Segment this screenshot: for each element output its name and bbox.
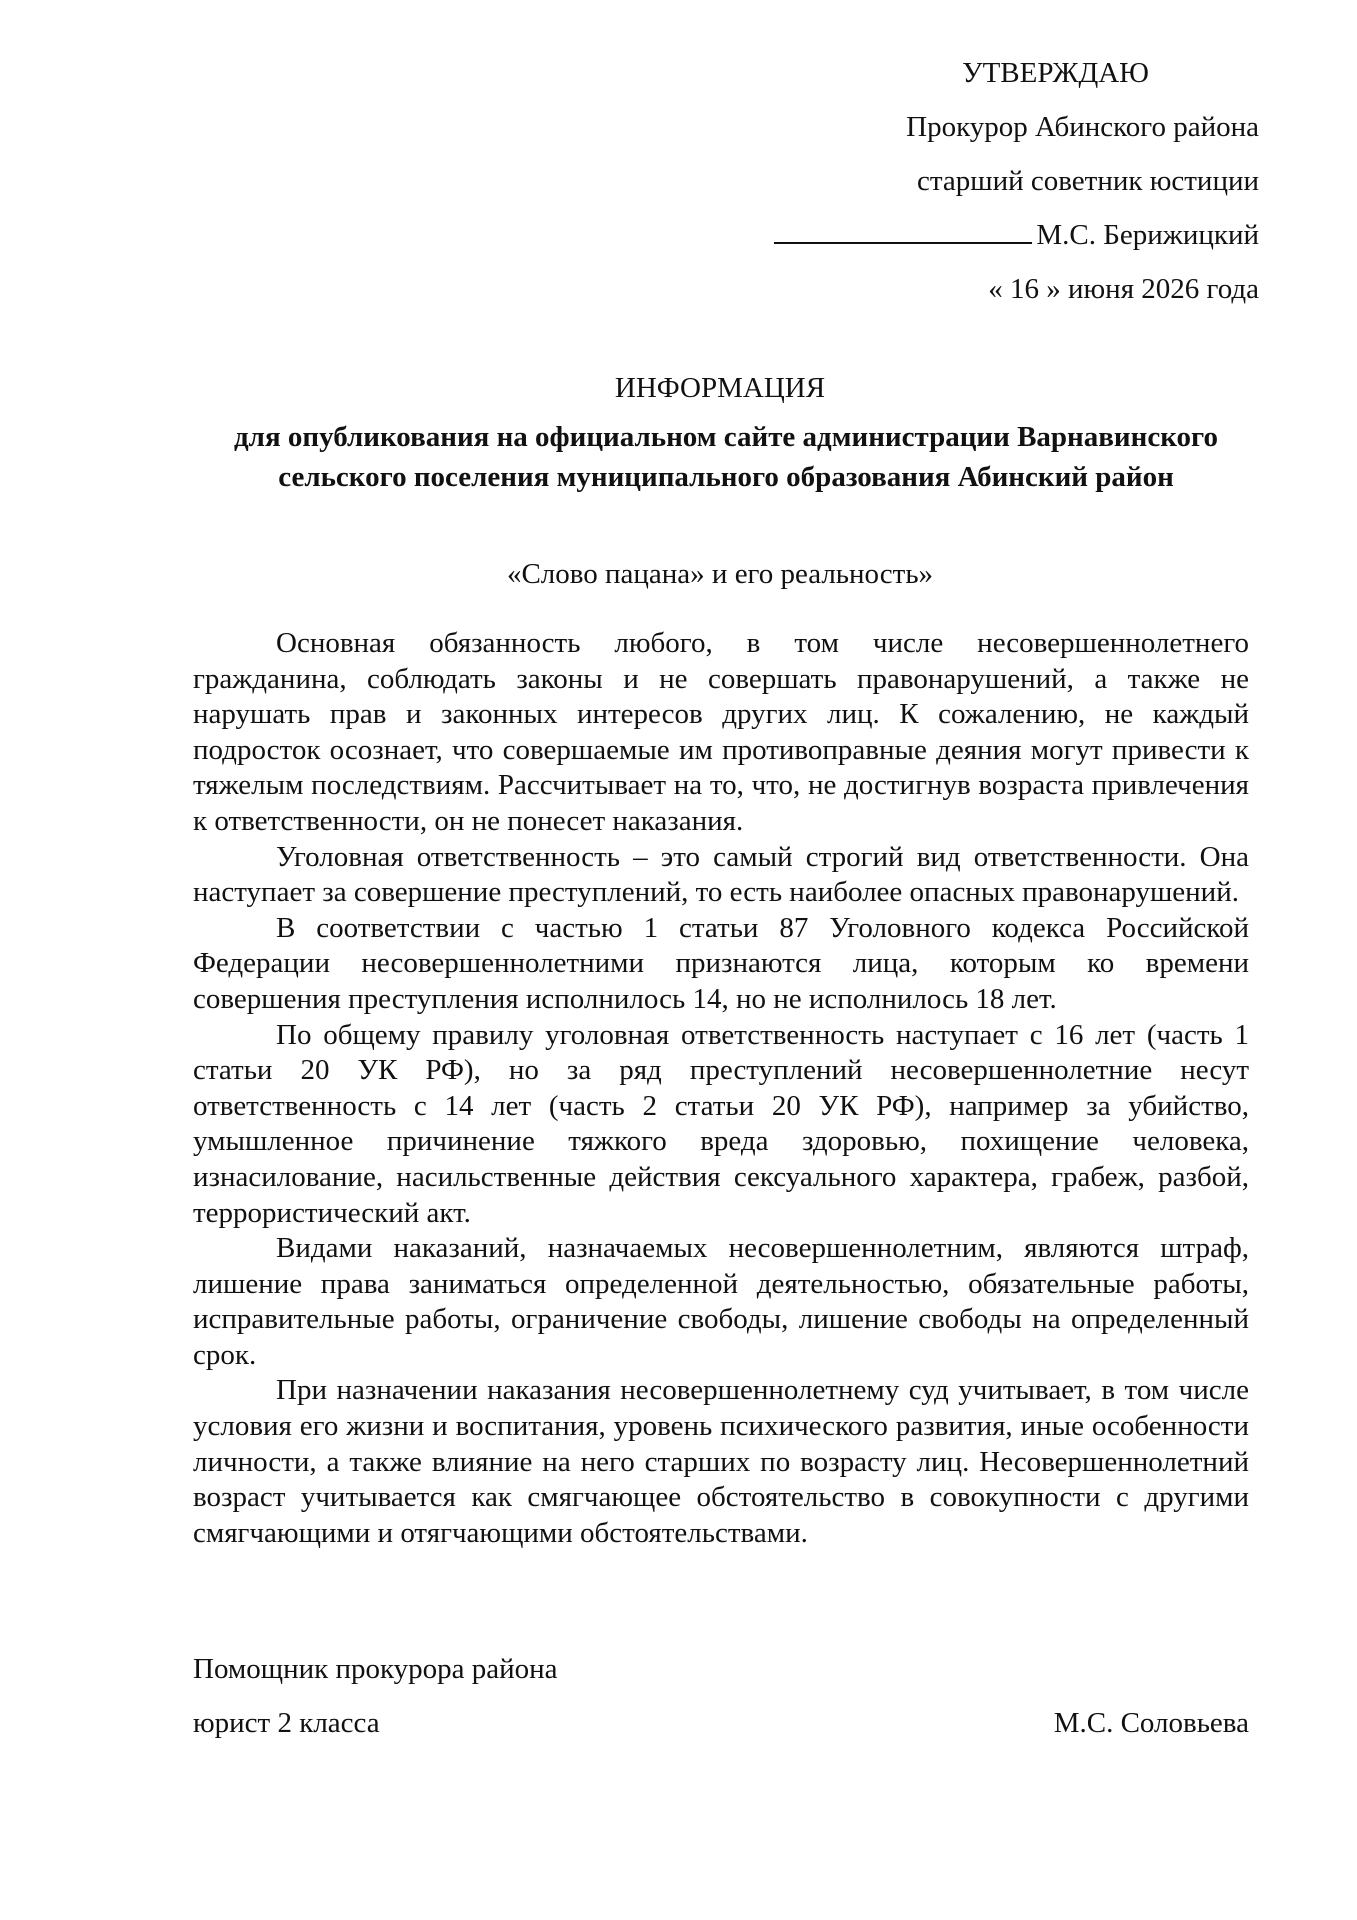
document-subtitle: для опубликования на официальном сайте администрации Варнавинского сельского поселения муниципального образования Абинский район (234, 421, 1218, 493)
body-paragraph: Основная обязанность любого, в том числе несовершеннолетнего гражданина, соблюдать законы и не совершать правонарушений, а также не нарушать прав и законных интересов других лиц. К сожалению, не каждый подросток осознает, что совершаемые им противоправные деяния могут привести к тяжелым последствиям. Рассчитывает на то, что, не достигнув возраста привлечения к ответственности, он не понесет наказания. (193, 627, 1249, 837)
body-paragraph: Уголовная ответственность – это самый строгий вид ответственности. Она наступает за совершение преступлений, то есть наиболее опасных правонарушений. (193, 840, 1249, 909)
signature-footer (193, 1642, 1249, 1750)
approval-title: УТВЕРЖДАЮ (962, 57, 1149, 89)
article-title: «Слово пацана» и его реальность» (506, 558, 934, 590)
footer-signatory: М.С. Соловьева (1053, 1707, 1249, 1739)
footer-position: Помощник прокурора района (193, 1653, 558, 1685)
document-title: ИНФОРМАЦИЯ (614, 372, 826, 404)
approval-signatory: М.С. Берижицкий (1036, 219, 1259, 251)
approval-date: « 16 » июня 2026 года (988, 273, 1259, 305)
signature-line (774, 214, 1032, 244)
approval-block (659, 46, 1259, 316)
footer-row (193, 1696, 1249, 1750)
approval-rank: старший советник юстиции (917, 165, 1259, 197)
document-body (193, 626, 1249, 1551)
body-paragraph: При назначении наказания несовершеннолетнему суд учитывает, в том числе условия его жизни и воспитания, уровень психического развития, иные особенности личности, а также влияние на него старших по возрасту лиц. Несовершеннолетний возраст учитывается как смягчающее обстоятельство в совокупности с другими смягчающими и отягчающими обстоятельствами. (193, 1374, 1249, 1549)
body-paragraph: Видами наказаний, назначаемых несовершеннолетним, являются штраф, лишение права заниматься определенной деятельностью, обязательные работы, исправительные работы, ограничение свободы, лишение свободы на определенный срок. (193, 1232, 1249, 1371)
body-paragraph: В соответствии с частью 1 статьи 87 Уголовного кодекса Российской Федерации несовершеннолетними признаются лица, которым ко времени совершения преступления исполнилось 14, но не исполнилось 18 лет. (193, 911, 1249, 1015)
body-paragraph: По общему правилу уголовная ответственность наступает с 16 лет (часть 1 статьи 20 УК РФ), но за ряд преступлений несовершеннолетние несут ответственность с 14 лет (часть 2 статьи 20 УК РФ), например за убийство, умышленное причинение тяжкого вреда здоровью, похищение человека, изнасилование, насильственные действия сексуального характера, грабеж, разбой, террористический акт. (193, 1018, 1249, 1229)
footer-rank: юрист 2 класса (193, 1707, 380, 1739)
approval-position: Прокурор Абинского района (906, 111, 1259, 143)
approval-signature-row (659, 208, 1259, 262)
